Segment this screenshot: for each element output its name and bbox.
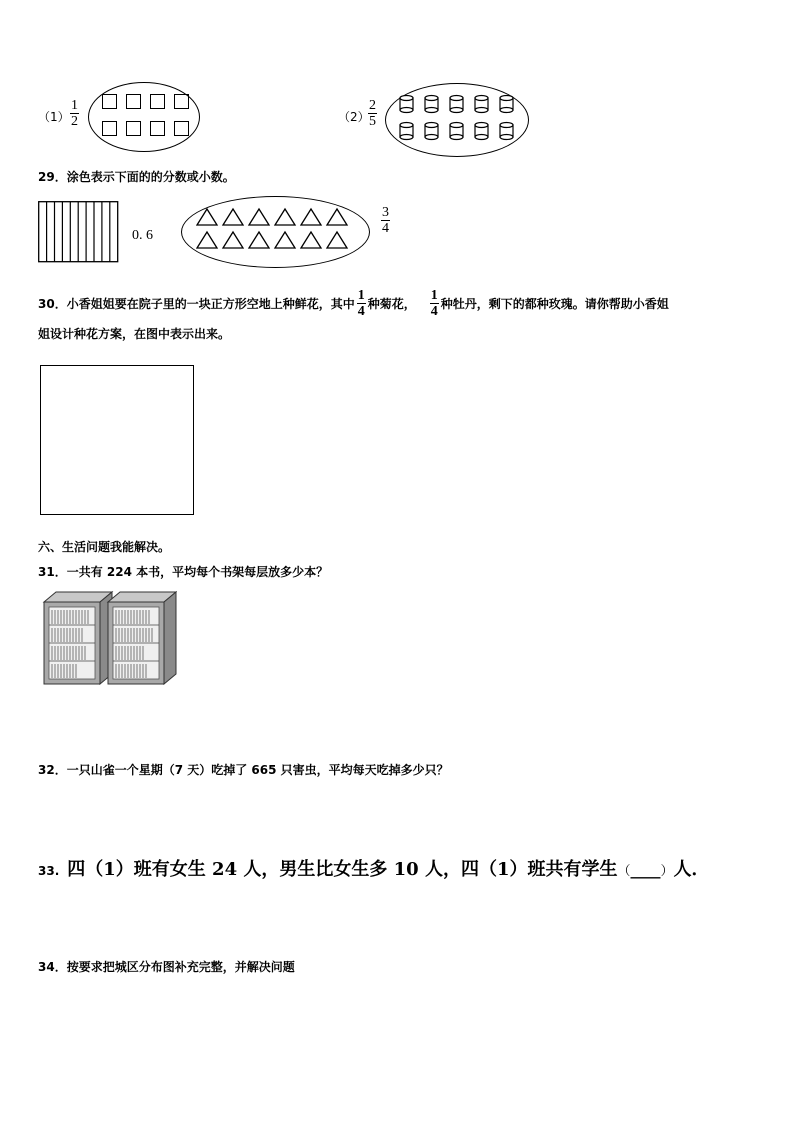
fraction-numerator: 3 xyxy=(382,205,389,220)
q33-answer-blank[interactable]: ____ xyxy=(630,861,661,879)
square-shape xyxy=(102,94,117,109)
square-shape xyxy=(174,94,189,109)
q29-decimal: 0. 6 xyxy=(132,228,153,243)
bookshelf-1 xyxy=(44,592,112,684)
q29-question: 29．涂色表示下面的的分数或小数。 xyxy=(38,170,235,184)
q28-cylinders xyxy=(395,92,525,144)
q33-question xyxy=(38,855,710,881)
q30-question-line1 xyxy=(38,288,669,319)
q33-text-b: 人． xyxy=(673,859,710,880)
q29-triangles xyxy=(196,206,356,258)
q30-question-line2: 姐设计种花方案，在图中表示出来。 xyxy=(38,327,231,341)
q30-text-b: 种菊花， xyxy=(367,297,416,311)
bookshelf-2 xyxy=(108,592,176,684)
fraction-denominator: 4 xyxy=(357,304,365,319)
fraction-denominator: 5 xyxy=(369,114,376,129)
q28-part1-label: （1） xyxy=(38,110,70,124)
fraction-numerator: 2 xyxy=(369,98,376,113)
square-shape xyxy=(150,121,165,136)
q33-paren-left: （ xyxy=(617,864,631,879)
q29-striped-rectangle xyxy=(38,201,120,263)
q28-part2-label: （2） xyxy=(338,110,370,124)
section-6-title: 六、生活问题我能解决。 xyxy=(38,540,171,554)
q33-number: 33. xyxy=(38,864,60,878)
q30-text-c: 种牡丹，剩下的都种玫瑰。请你帮助小香姐 xyxy=(440,297,669,311)
q30-fraction-2 xyxy=(430,288,439,319)
q30-text-a: 30．小香姐姐要在院子里的一块正方形空地上种鲜花，其中 xyxy=(38,297,355,311)
q34-question: 34．按要求把城区分布图补充完整，并解决问题 xyxy=(38,960,295,974)
q30-fraction-1 xyxy=(357,288,366,319)
square-shape xyxy=(126,94,141,109)
square-shape xyxy=(150,94,165,109)
fraction-numerator: 1 xyxy=(430,288,438,303)
q31-question: 31．一共有 224 本书，平均每个书架每层放多少本？ xyxy=(38,565,329,579)
q33-paren-right: ） xyxy=(660,864,674,879)
q28-part2-fraction xyxy=(368,98,377,129)
q28-part1-fraction xyxy=(70,98,79,129)
q30-square-plot xyxy=(40,365,194,515)
fraction-denominator: 4 xyxy=(382,221,389,236)
q32-question: 32．一只山雀一个星期（7 天）吃掉了 665 只害虫，平均每天吃掉多少只？ xyxy=(38,763,449,777)
q33-text-a: 四（1）班有女生 24 人，男生比女生多 10 人，四（1）班共有学生 xyxy=(67,859,618,880)
q29-fraction xyxy=(381,205,390,236)
square-shape xyxy=(174,121,189,136)
q28-part1-ellipse xyxy=(88,82,200,152)
fraction-denominator: 4 xyxy=(430,304,438,319)
square-shape xyxy=(102,121,117,136)
square-shape xyxy=(126,121,141,136)
fraction-denominator: 2 xyxy=(71,114,78,129)
fraction-numerator: 1 xyxy=(357,288,365,303)
fraction-numerator: 1 xyxy=(71,98,78,113)
bookshelf-illustration xyxy=(42,590,177,685)
